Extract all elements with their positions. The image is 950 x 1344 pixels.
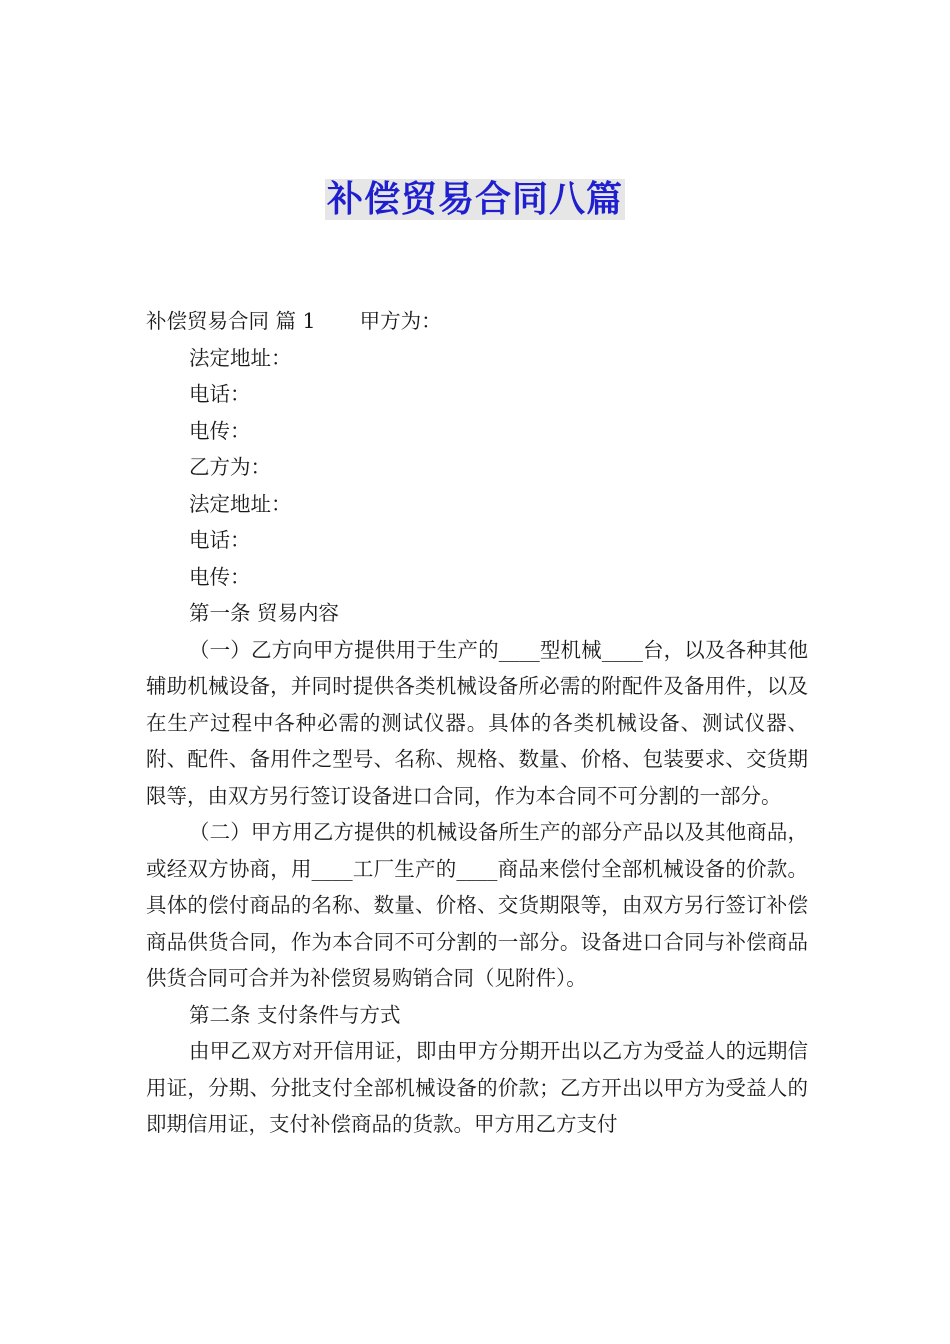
article-1-heading: 第一条 贸易内容 — [189, 601, 340, 625]
section-heading: 补偿贸易合同 篇 1 — [146, 309, 316, 333]
party-a-phone: 电话： — [189, 382, 251, 406]
party-b-phone: 电话： — [189, 528, 251, 552]
party-b-address: 法定地址： — [189, 491, 292, 516]
article-2-heading: 第二条 支付条件与方式 — [189, 1002, 401, 1027]
party-a-address: 法定地址： — [189, 345, 292, 370]
document-title — [0, 172, 950, 228]
article-1-paragraph-2: （二）甲方用乙方提供的机械设备所生产的部分产品以及其他商品，或经双方协商，用____工厂生产的____商品来偿付全部机械设备的价款。具体的偿付商品的名称、数量、价格、交货期限等，由双方另行签订补偿商品供货合同，作为本合同不可分割的一部分。设备进口合同与补偿商品供货合同可合并为补偿贸易购销合同（见附件）。 — [146, 820, 808, 990]
party-a-label: 甲方为： — [359, 309, 442, 333]
party-b-label: 乙方为： — [189, 455, 271, 479]
document-title-text: 补偿贸易合同八篇 — [326, 179, 623, 220]
first-line — [146, 303, 808, 340]
party-b-fax: 电传： — [189, 564, 251, 589]
party-a-fax: 电传： — [189, 418, 251, 443]
document-body — [146, 303, 808, 1143]
article-2-paragraph-1: 由甲乙双方对开信用证，即由甲方分期开出以乙方为受益人的远期信用证，分期、分批支付全部机械设备的价款；乙方开出以甲方为受益人的即期信用证，支付补偿商品的货款。甲方用乙方支付 — [146, 1039, 808, 1136]
article-1-paragraph-1: （一）乙方向甲方提供用于生产的____型机械____台，以及各种其他辅助机械设备，并同时提供各类机械设备所必需的附配件及备用件，以及在生产过程中各种必需的测试仪器。具体的各类机械设备、测试仪器、附、配件、备用件之型号、名称、规格、数量、价格、包装要求、交货期限等，由双方另行签订设备进口合同，作为本合同不可分割的一部分。 — [146, 637, 808, 808]
